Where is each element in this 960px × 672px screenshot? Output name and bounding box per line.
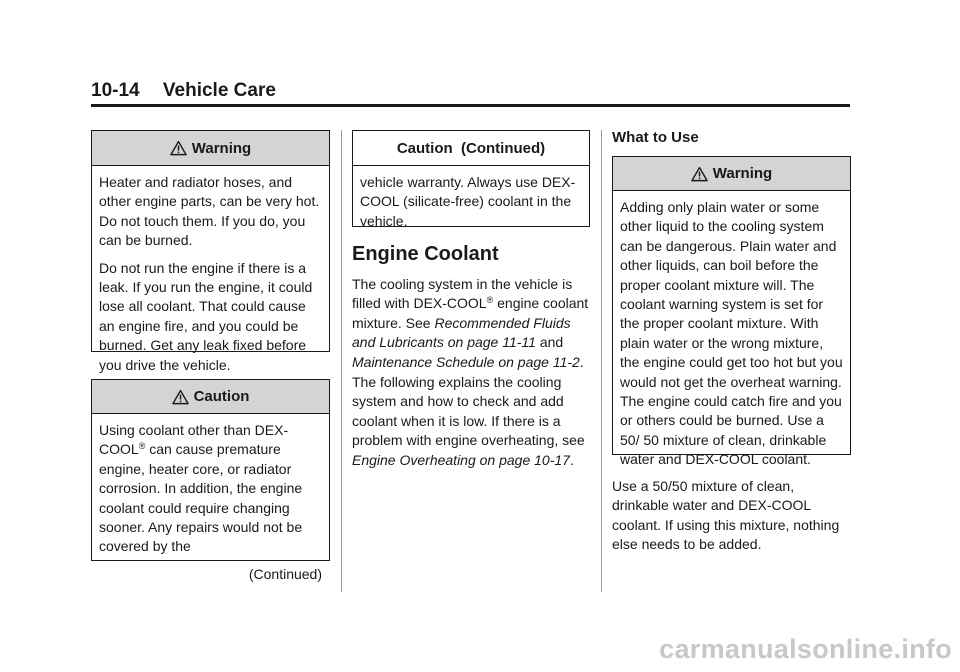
warning-paragraph: Do not run the engine if there is a leak. If you run the engine, it could lose all coolant. That could cause an engine fire, and you could be burned. Get any leak fixed before you drive the vehicle.: [99, 259, 313, 373]
watermark: [0, 634, 960, 672]
section-title: Vehicle Care: [162, 80, 276, 101]
caution-box-coolant: [91, 379, 330, 582]
warning-box-body: [613, 191, 850, 476]
caution-paragraph: [99, 421, 322, 557]
caution-continued-header: Caution (Continued): [353, 131, 589, 166]
warning-paragraph: Heater and radiator hoses, and other engine parts, can be very hot. Do not touch them. If you do, you can be burned.: [99, 174, 320, 249]
page-number: 10-14: [91, 80, 140, 101]
text: The following explains the cooling system and how to check and add coolant when it is low. If there is a problem with engine overheating, see: [352, 374, 585, 449]
registered-mark: ®: [138, 441, 146, 452]
warning-paragraph: Adding only plain water or some other liquid to the cooling system can be dangerous. Plain water and other liquids, can boil before the proper coolant mixture will. The coolant warning system is set for the proper coolant mixture. With plain water or the wrong mixture, the engine could get too hot but you would not get the overheat warning. The engine could catch fire and you or others could be burned. Use a 50/ 50 mixture of clean, drinkable water and DEX-COOL coolant.: [620, 199, 843, 468]
link-recommended-fluids[interactable]: Recommended Fluids and Lubricants on page 11-11: [352, 314, 571, 351]
warning-triangle-icon: [691, 166, 708, 182]
column-divider-2: [601, 130, 602, 592]
warning-box-plain-water: [612, 156, 851, 468]
text: .: [579, 353, 584, 370]
caution-text: Using coolant other than DEX-COOL: [99, 422, 289, 458]
text: .: [569, 451, 574, 468]
caution-continued-text: vehicle warranty. Always use DEX-COOL (silicate-free) coolant in the vehicle.: [360, 174, 576, 229]
text: The cooling system in the vehicle is filled with DEX-COOL: [352, 276, 573, 312]
warning-box-header: [613, 157, 850, 191]
warning-triangle-icon: [172, 389, 189, 405]
engine-coolant-heading: Engine Coolant: [352, 243, 499, 265]
caution-text: can cause premature engine, heater core, or radiator corrosion. In addition, the engine coolant could require changing sooner. Any repairs would not be covered by the: [99, 441, 303, 555]
column-divider-1: [341, 130, 342, 592]
caution-continued-box: [352, 130, 590, 227]
warning-triangle-icon: [170, 140, 187, 156]
continued-label: (Continued): [248, 565, 322, 582]
caution-box-header: [92, 380, 329, 414]
link-maintenance-schedule[interactable]: Maintenance Schedule on page 11-2: [352, 353, 580, 370]
warning-title: Warning: [712, 165, 773, 182]
engine-coolant-paragraph-1: [352, 275, 592, 372]
link-engine-overheating[interactable]: Engine Overheating on page 10-17: [352, 451, 570, 468]
engine-coolant-paragraph-2: [352, 373, 588, 470]
registered-mark: ®: [486, 295, 494, 306]
caution-title: Caution: [193, 388, 250, 405]
warning-box-header: [92, 131, 329, 166]
text: and: [535, 334, 564, 351]
watermark-text: carmanualsonline.info: [659, 634, 952, 664]
caution-box-body: [92, 414, 329, 590]
warning-box-body: [92, 166, 329, 381]
header-rule: [91, 104, 850, 107]
warning-box-hoses: [91, 130, 330, 373]
page-header: [91, 80, 276, 102]
caution-continued-body: [353, 166, 589, 237]
warning-title: Warning: [191, 139, 252, 157]
what-to-use-heading: What to Use: [612, 129, 699, 146]
text: engine coolant mixture. See: [352, 295, 589, 331]
what-to-use-paragraph: Use a 50/50 mixture of clean, drinkable water and DEX-COOL coolant. If using this mixture, nothing else needs to be added.: [612, 478, 840, 553]
